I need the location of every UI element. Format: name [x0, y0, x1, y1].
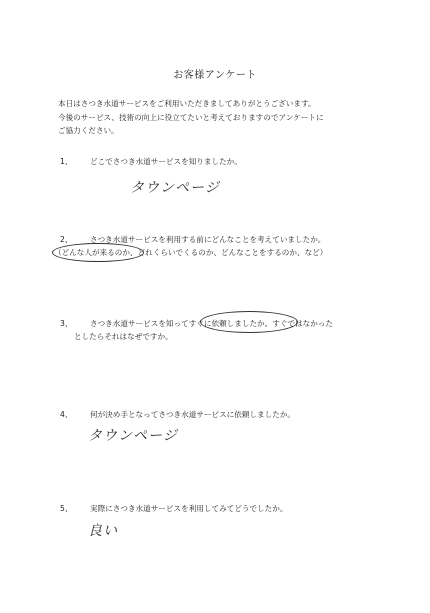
question-1-answer: タウンページ: [130, 180, 220, 196]
question-3-text: さつき水道サービスを知ってすぐに依頼しましたか。すぐではなかった: [90, 319, 333, 328]
question-4-text: 何が決め手となってさつき水道サービスに依頼しましたか。: [90, 410, 296, 419]
page-title: お客様アンケート: [173, 70, 257, 81]
question-5-text: 実際にさつき水道サービスを利用してみてどうでしたか。: [90, 504, 288, 513]
question-2-text: さつき水道サービスを利用する前にどんなことを考えていましたか。: [90, 235, 326, 244]
question-1-number: 1、: [60, 157, 73, 166]
intro-line: 今後のサービス、技術の向上に役立てたいと考えておりますのでアンケートに: [58, 112, 324, 122]
question-5-answer: 良い: [88, 523, 118, 539]
handwritten-circle: [200, 311, 298, 333]
handwritten-circle: [52, 243, 144, 262]
question-4-number: 4、: [60, 410, 73, 419]
question-3-number: 3、: [60, 319, 73, 328]
question-2-number: 2、: [60, 235, 73, 244]
question-2-subtext: （どんな人が来るのか、どれくらいでくるのか、どんなことをするのか、など）: [54, 248, 328, 257]
question-5-number: 5、: [60, 504, 73, 513]
intro-line: ご協力ください。: [58, 126, 119, 135]
question-4-answer: タウンページ: [88, 428, 178, 444]
intro-text: [58, 97, 388, 138]
question-3-subtext: としたらそれはなぜですか。: [74, 332, 173, 341]
intro-line: 本日はさつき水道サービスをご利用いただきましてありがとうございます。: [58, 99, 316, 108]
question-1-text: どこでさつき水道サービスを知りましたか。: [90, 157, 242, 166]
